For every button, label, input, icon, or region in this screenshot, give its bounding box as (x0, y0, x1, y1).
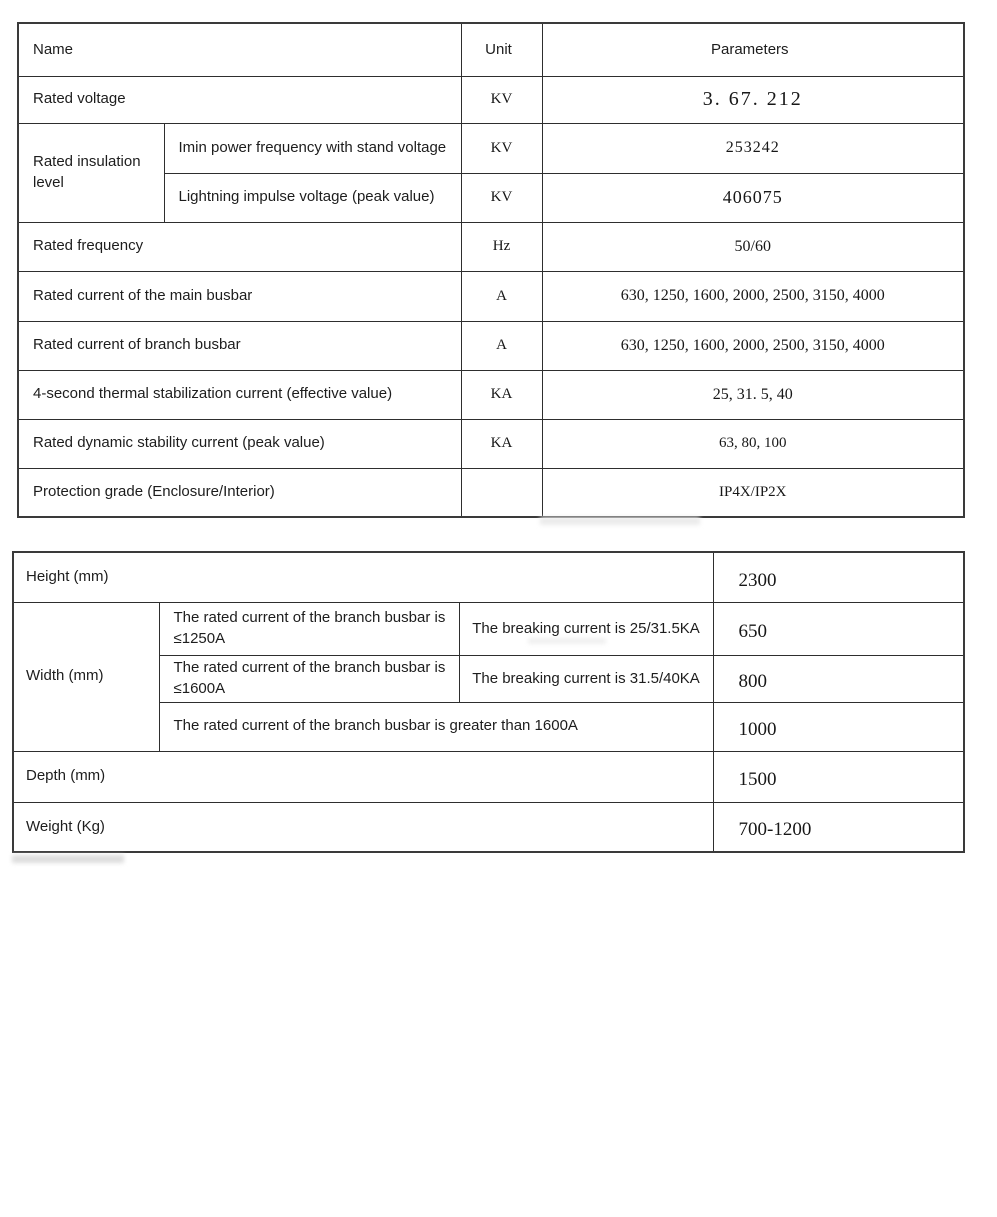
unit-cell: KV (461, 123, 542, 173)
breaking-current-cell: The breaking current is 31.5/40KA (459, 655, 713, 702)
dimensions-table (12, 551, 965, 853)
unit-cell: KV (461, 173, 542, 222)
table-row (18, 321, 964, 370)
condition-cell: The rated current of the branch busbar is ≤1600A (159, 655, 459, 702)
value-cell: 800 (713, 655, 964, 702)
condition-cell: The rated current of the branch busbar is ≤1250A (159, 602, 459, 655)
scan-smudge (540, 517, 700, 525)
unit-cell: Hz (461, 222, 542, 271)
table-row (18, 76, 964, 123)
value-cell: 63, 80, 100 (542, 419, 964, 468)
row-label: Rated current of the main busbar (18, 271, 461, 321)
row-label: Rated voltage (18, 76, 461, 123)
table-row (13, 552, 964, 602)
table-row (18, 123, 964, 173)
value-cell: 650 (713, 602, 964, 655)
unit-cell: KA (461, 370, 542, 419)
value-cell: 630, 1250, 1600, 2000, 2500, 3150, 4000 (542, 271, 964, 321)
row-label: Depth (mm) (13, 751, 713, 802)
unit-cell: KA (461, 419, 542, 468)
table-row (13, 802, 964, 852)
row-label: Lightning impulse voltage (peak value) (164, 173, 461, 222)
table-header-row (18, 23, 964, 76)
row-label: Imin power frequency with stand voltage (164, 123, 461, 173)
row-label: Height (mm) (13, 552, 713, 602)
table-row (18, 419, 964, 468)
row-label: Rated frequency (18, 222, 461, 271)
table-row (13, 751, 964, 802)
parameters-header-cell: Parameters (542, 23, 964, 76)
value-cell: 700-1200 (713, 802, 964, 852)
value-cell: IP4X/IP2X (542, 468, 964, 517)
table-row (13, 602, 964, 655)
table-row (18, 271, 964, 321)
table-row (18, 370, 964, 419)
row-label: 4-second thermal stabilization current (effective value) (18, 370, 461, 419)
value-cell: 3. 67. 212 (542, 76, 964, 123)
table-row (18, 222, 964, 271)
specifications-table (17, 22, 965, 518)
unit-cell: KV (461, 76, 542, 123)
table-row (18, 468, 964, 517)
value-cell: 630, 1250, 1600, 2000, 2500, 3150, 4000 (542, 321, 964, 370)
breaking-current-cell: The breaking current is 25/31.5KA (459, 602, 713, 655)
row-label: Rated dynamic stability current (peak value) (18, 419, 461, 468)
name-header-cell: Name (18, 23, 461, 76)
group-label: Rated insulation level (18, 123, 164, 222)
value-cell: 1000 (713, 702, 964, 751)
scan-smudge (12, 855, 124, 863)
row-label: Weight (Kg) (13, 802, 713, 852)
row-label: Rated current of branch busbar (18, 321, 461, 370)
value-cell: 406075 (542, 173, 964, 222)
unit-cell (461, 468, 542, 517)
condition-cell: The rated current of the branch busbar is greater than 1600A (159, 702, 713, 751)
group-label: Width (mm) (13, 602, 159, 751)
value-cell: 25, 31. 5, 40 (542, 370, 964, 419)
unit-cell: A (461, 321, 542, 370)
value-cell: 1500 (713, 751, 964, 802)
value-cell: 2300 (713, 552, 964, 602)
value-cell: 253242 (542, 123, 964, 173)
row-label: Protection grade (Enclosure/Interior) (18, 468, 461, 517)
unit-header-cell: Unit (461, 23, 542, 76)
unit-cell: A (461, 271, 542, 321)
value-cell: 50/60 (542, 222, 964, 271)
